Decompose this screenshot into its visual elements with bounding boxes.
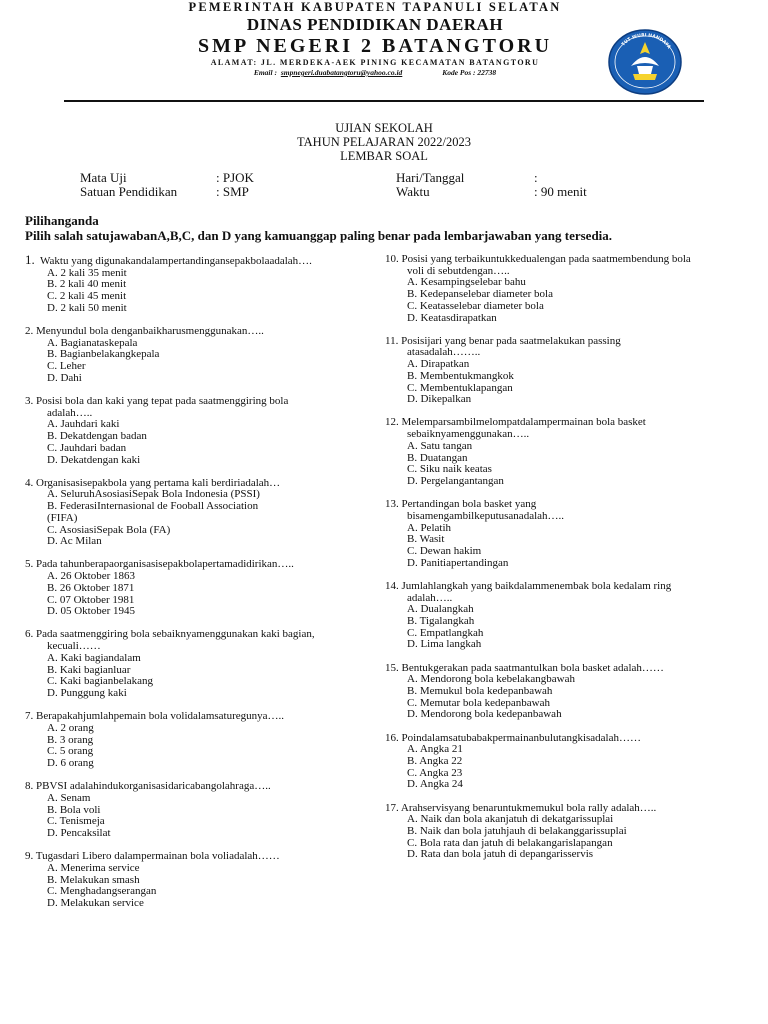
answer-option: (FIFA): [47, 511, 78, 524]
question-number: 10.: [385, 253, 399, 265]
answer-option: B. Membentukmangkok: [407, 369, 514, 382]
date-label: Hari/Tanggal: [396, 170, 465, 185]
answer-option: A. Pelatih: [407, 521, 451, 534]
question-item: [385, 733, 750, 792]
question-item: [385, 499, 750, 569]
answer-option: D. Panitiapertandingan: [407, 556, 509, 569]
questions-right-column: [385, 254, 750, 873]
answer-option: A. Kesampingselebar bahu: [407, 276, 526, 289]
time-label: Waktu: [396, 184, 430, 199]
question-number: 8.: [25, 780, 34, 793]
question-number: 9.: [25, 850, 34, 863]
question-item: [25, 781, 380, 840]
tut-wuri-handayani-logo-icon: [607, 28, 683, 96]
question-stem-continued: bisamengambilkeputusanadalah…..: [407, 509, 565, 522]
answer-option: B. Kaki bagianluar: [47, 663, 131, 676]
question-text: [25, 254, 380, 268]
answer-option: D. Keatasdirapatkan: [407, 311, 497, 324]
email-link[interactable]: smpnegeri.duabatangtoru@yahoo.co.id: [280, 68, 403, 77]
letterhead-government: PEMERINTAH KABUPATEN TAPANULI SELATAN: [188, 0, 562, 14]
question-number: 3.: [25, 395, 34, 408]
unit-value: : SMP: [216, 184, 249, 199]
letterhead-divider: [64, 100, 704, 102]
section-title: Pilihanganda: [25, 213, 99, 228]
question-number: 14.: [385, 579, 399, 592]
answer-option: D. Melakukan service: [47, 897, 144, 910]
question-stem: Melemparsambilmelompatdalampermainan bola basket: [398, 416, 646, 429]
answer-option: B. Bagianbelakangkepala: [47, 348, 160, 361]
answer-option: B. 3 orang: [47, 733, 94, 746]
question-number: 4.: [25, 476, 34, 489]
answer-option: C. AsosiasiSepak Bola (FA): [47, 523, 171, 536]
time-value: : 90 menit: [534, 184, 587, 199]
answer-option: C. 5 orang: [47, 745, 94, 758]
answer-option: C. Tenismeja: [47, 815, 105, 828]
question-item: [25, 629, 380, 699]
question-stem: Tugasdari Libero dalampermainan bola voliadalah……: [33, 850, 280, 863]
question-stem: Posisi yang terbaikuntukkedualengan pada saatmembendung bola: [398, 253, 691, 265]
answer-option: B. Dekatdengan badan: [47, 430, 147, 443]
question-number: 17.: [385, 801, 399, 814]
answer-option: A. Senam: [47, 791, 91, 804]
question-text: [25, 396, 380, 408]
answer-option: A. 2 orang: [47, 721, 94, 734]
letterhead-school: SMP NEGERI 2 BATANGTORU: [197, 35, 553, 57]
answer-option: C. 2 kali 45 menit: [47, 290, 127, 303]
svg-text:TUT WURI HANDAYANI: TUT WURI HANDAYA: [621, 33, 672, 51]
answer-option: A. Bagianataskepala: [47, 336, 138, 349]
answer-option: A. Menerima service: [47, 861, 140, 874]
question-stem: Pada saatmenggiring bola sebaiknyamenggunakan kaki bagian,: [33, 628, 315, 641]
exam-year: TAHUN PELAJARAN 2022/2023: [297, 135, 471, 149]
question-item: [25, 396, 380, 466]
question-stem-continued: kecuali……: [47, 640, 101, 653]
question-number: 2.: [25, 325, 34, 338]
question-number: 13.: [385, 498, 399, 511]
answer-option: C. Dewan hakim: [407, 544, 482, 557]
answer-option: C. Kaki bagianbelakang: [47, 675, 153, 688]
letterhead-department: DINAS PENDIDIKAN DAERAH: [246, 15, 504, 34]
subject-value: : PJOK: [216, 170, 254, 185]
answer-option: C. Menghadangserangan: [47, 885, 157, 898]
question-stem: Posisi bola dan kaki yang tepat pada saatmenggiring bola: [33, 395, 289, 408]
question-number: 6.: [25, 628, 34, 641]
answer-option: B. Wasit: [407, 533, 445, 546]
answer-option: D. Punggung kaki: [47, 687, 127, 699]
answer-option: B. Angka 22: [407, 755, 463, 768]
question-stem: Berapakahjumlahpemain bola volidalamsaturegunya…..: [33, 710, 285, 723]
question-number: 1.: [25, 252, 35, 267]
question-number: 15.: [385, 661, 399, 674]
question-text: [25, 326, 380, 338]
question-stem-continued: adalah…..: [407, 591, 453, 604]
answer-option: D. Ac Milan: [47, 535, 102, 548]
question-stem: Waktu yang digunakandalampertandingansepakbolaadalah….: [34, 255, 312, 267]
answer-option: B. Tigalangkah: [407, 614, 475, 627]
exam-title: UJIAN SEKOLAH: [335, 121, 433, 135]
answer-option: A. 2 kali 35 menit: [47, 266, 127, 279]
answer-option: B. 26 Oktober 1871: [47, 581, 135, 594]
subject-label: Mata Uji: [80, 170, 127, 185]
answer-option: B. Kedepanselebar diameter bola: [407, 288, 553, 301]
question-item: [385, 254, 750, 324]
section-instruction: Pilih salah satujawabanA,B,C, dan D yang kamuanggap paling benar pada lembarjawaban yang tersedia.: [25, 228, 613, 243]
question-item: [385, 336, 750, 406]
answer-option: D. Lima langkah: [407, 638, 482, 651]
question-item: [25, 254, 380, 315]
question-item: [385, 803, 750, 862]
question-item: [25, 851, 380, 910]
question-stem: Pertandingan bola basket yang: [398, 498, 537, 511]
answer-option: A. SeluruhAsosiasiSepak Bola Indonesia (PSSI): [47, 488, 260, 501]
answer-option: A. Naik dan bola akanjatuh di dekatgarissuplai: [407, 813, 614, 826]
date-value: :: [534, 170, 538, 185]
answer-option: D. Dahi: [47, 371, 82, 384]
letterhead-address: ALAMAT: JL. MERDEKA-AEK PINING KECAMATAN BATANGTORU: [210, 58, 540, 67]
answer-option: D. 2 kali 50 menit: [47, 301, 127, 314]
answer-option: D. Pergelangantangan: [407, 474, 504, 487]
question-text: [385, 581, 750, 593]
answer-option: A. Mendorong bola kebelakangbawah: [407, 673, 576, 686]
question-number: 16.: [385, 731, 399, 744]
answer-option: A. Angka 21: [407, 743, 463, 756]
question-stem-continued: sebaiknyamenggunakan…..: [407, 428, 530, 441]
question-item: [25, 559, 380, 618]
question-item: [25, 478, 380, 548]
answer-option: D. Dikepalkan: [407, 393, 472, 406]
answer-option: C. 07 Oktober 1981: [47, 593, 135, 606]
answer-option: B. 2 kali 40 menit: [47, 278, 127, 291]
question-stem: Jumlahlangkah yang baikdalammenembak bola kedalam ring: [398, 579, 672, 592]
answer-option: C. Bola rata dan jatuh di belakangarislapangan: [407, 836, 613, 849]
answer-option: D. 05 Oktober 1945: [47, 605, 135, 618]
question-number: 5.: [25, 558, 34, 571]
unit-label: Satuan Pendidikan: [80, 184, 178, 199]
answer-option: B. Bola voli: [47, 803, 101, 816]
answer-option: C. Memutar bola kedepanbawah: [407, 696, 550, 709]
answer-option: B. Memukul bola kedepanbawah: [407, 685, 553, 697]
answer-option: D. Mendorong bola kedepanbawah: [407, 708, 562, 721]
email-label: Email :: [253, 68, 277, 77]
question-stem-continued: adalah…..: [47, 406, 93, 419]
answer-option: D. Pencaksilat: [47, 827, 111, 840]
question-stem: Menyundul bola denganbaikharusmenggunakan…..: [33, 325, 264, 338]
answer-option: A. Dirapatkan: [407, 358, 470, 371]
question-item: [25, 326, 380, 385]
answer-option: C. Empatlangkah: [407, 626, 484, 639]
question-number: 7.: [25, 710, 34, 723]
answer-option: A. Dualangkah: [407, 603, 474, 616]
question-stem: Pada tahunberapaorganisasisepakbolapertamadidirikan…..: [33, 558, 294, 571]
postal-code: Kode Pos : 22738: [442, 68, 497, 77]
answer-option: D. 6 orang: [47, 757, 94, 770]
question-number: 12.: [385, 416, 399, 429]
answer-option: A. 26 Oktober 1863: [47, 570, 135, 583]
answer-option: C. Leher: [47, 360, 86, 373]
questions-left-column: [25, 254, 380, 921]
question-number: 11.: [385, 334, 399, 347]
question-item: [385, 581, 750, 651]
question-text: [385, 254, 750, 266]
answer-option: B. Duatangan: [407, 451, 468, 464]
question-stem: Bentukgerakan pada saatmantulkan bola basket adalah……: [398, 661, 664, 674]
question-stem: Poindalamsatubabakpermainanbulutangkisadalah……: [398, 731, 641, 744]
answer-option: C. Angka 23: [407, 766, 463, 779]
question-item: [385, 417, 750, 487]
question-stem: PBVSI adalahindukorganisasidaricabangolahraga…..: [33, 780, 271, 793]
answer-option: B. FederasiInternasional de Fooball Association: [47, 500, 259, 513]
question-stem-continued: atasadalah……..: [407, 346, 481, 359]
question-stem: Arahservisyang benaruntukmemukul bola rally adalah…..: [398, 801, 657, 814]
answer-option: D. Rata dan bola jatuh di depangarisservis: [407, 848, 594, 861]
answer-option: C. Jauhdari badan: [47, 441, 127, 454]
answer-option: C. Siku naik keatas: [407, 463, 492, 476]
answer-option: A. Jauhdari kaki: [47, 418, 120, 431]
answer-option: B. Melakukan smash: [47, 873, 140, 886]
letterhead-contact: [140, 68, 610, 77]
answer-option: B. Naik dan bola jatuhjauh di belakanggarissuplai: [407, 825, 627, 838]
answer-option: D. Dekatdengan kaki: [47, 453, 141, 466]
exam-sheet-title: LEMBAR SOAL: [340, 149, 428, 163]
answer-option: A. Satu tangan: [407, 439, 473, 452]
question-stem: Organisasisepakbola yang pertama kali berdiriadalah…: [33, 476, 281, 489]
answer-option: C. Membentuklapangan: [407, 381, 513, 394]
question-item: [385, 663, 750, 722]
answer-option: A. Kaki bagiandalam: [47, 651, 141, 664]
answer-option: C. Keatasselebar diameter bola: [407, 299, 544, 312]
question-stem-continued: voli di sebutdengan…..: [407, 264, 510, 277]
question-stem: Posisijari yang benar pada saatmelakukan passing: [398, 334, 621, 347]
answer-option: D. Angka 24: [407, 778, 463, 791]
question-item: [25, 711, 380, 770]
